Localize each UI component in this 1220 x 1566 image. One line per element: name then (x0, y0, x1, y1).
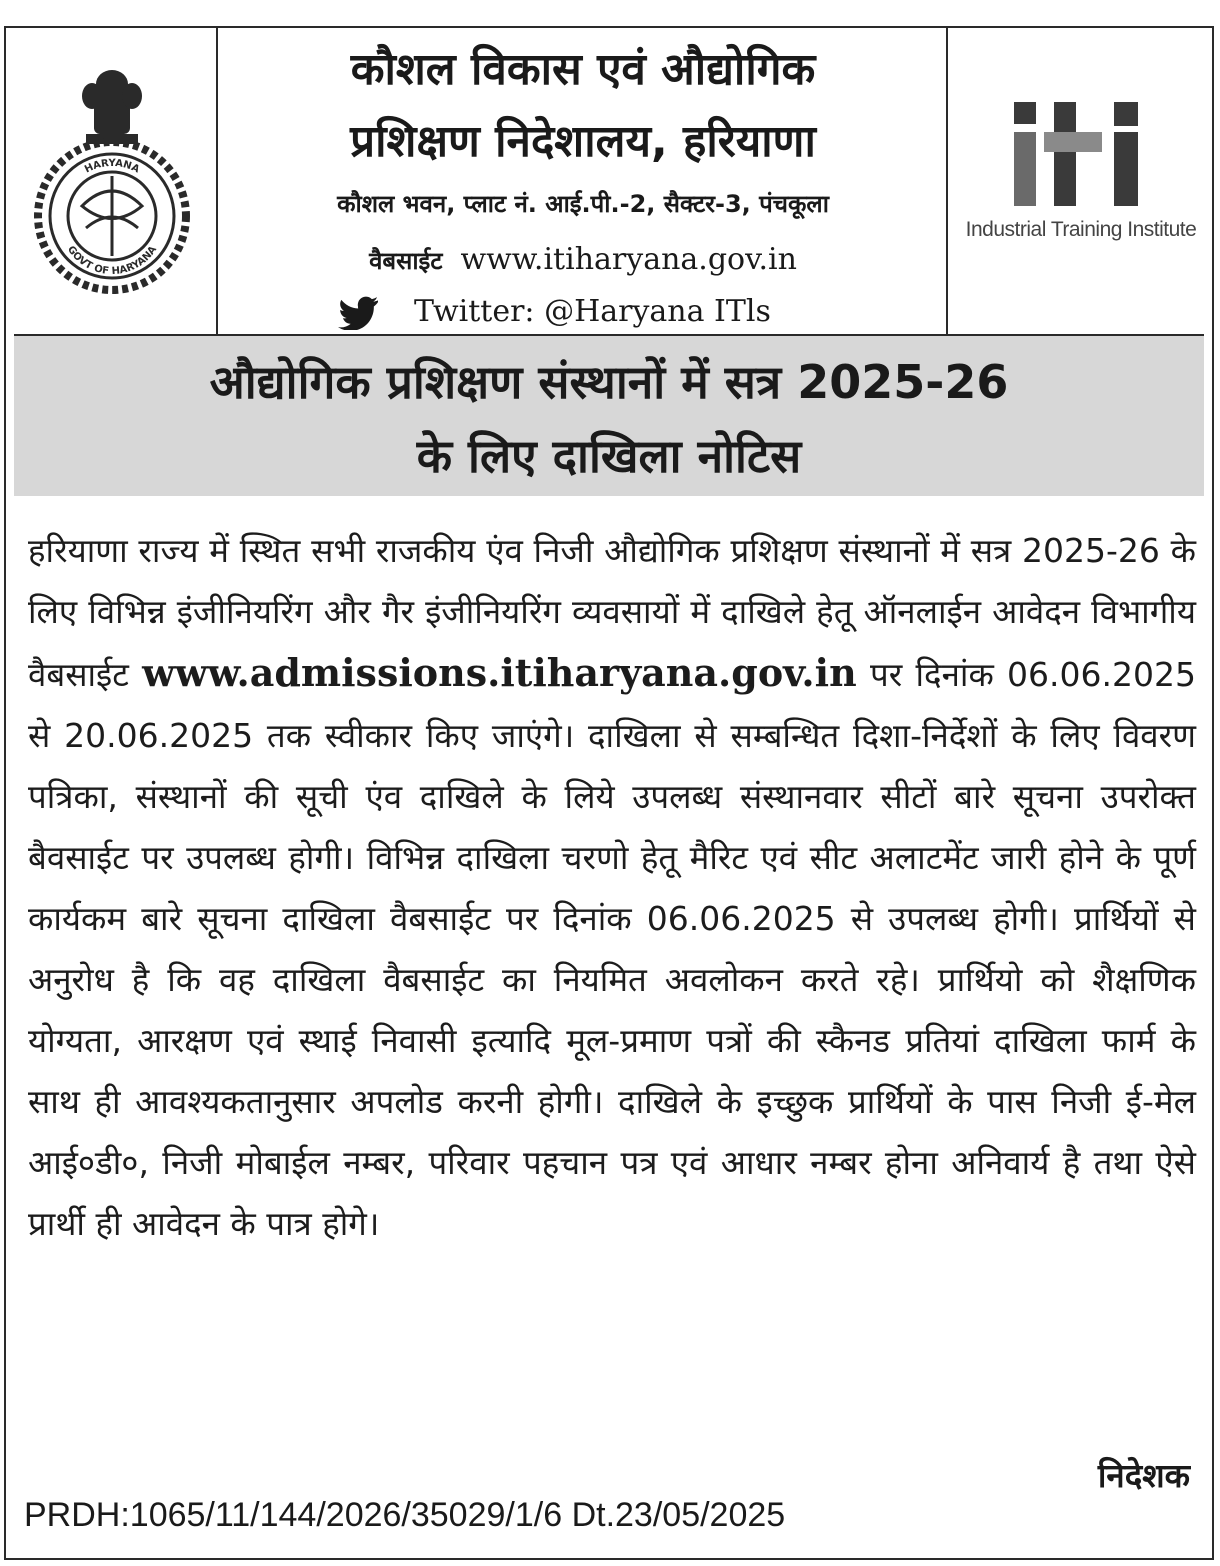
twitter-handle[interactable]: Twitter: @Haryana ITls (414, 294, 771, 329)
twitter-bird-icon (338, 296, 378, 330)
emblem-bottom-text: GOVT OF HARYANA (64, 244, 160, 278)
notice-frame (4, 26, 1214, 1560)
notice-title-band (14, 334, 1204, 496)
twitter-line (338, 294, 771, 330)
admission-website-url[interactable]: www.admissions.itiharyana.gov.in (142, 650, 857, 695)
department-name-line1: कौशल विकास एवं औद्योगिक (350, 44, 816, 95)
notice-header (6, 28, 1212, 334)
iti-logo-icon (1014, 102, 1138, 206)
address-cell (218, 28, 948, 334)
notice-body-part2: पर दिनांक 06.06.2025 से 20.06.2025 तक स्वीकार किए जाएंगे। दाखिला से सम्बन्धित दिशा-निर्देशों के लिए विवरण पत्रिका, संस्थानों की सूची एंव दाखिले के लिये उपलब्ध संस्थानवार सीटों बारे सूचना उपरोक्त बैवसाईट पर उपलब्ध होगी। विभिन्न दाखिला चरणो हेतू मैरिट एवं सीट अलाटमेंट जारी होने के पूर्ण कार्यकम बारे सूचना दाखिला वैबसाईट पर दिनांक 06.06.2025 से उपलब्ध होगी। प्रार्थियों से अनुरोध है कि वह दाखिला वैबसाईट का नियमित अवलोकन करते रहे। प्रार्थियो को शैक्षणिक योग्यता, आरक्षण एवं स्थाई निवासी इत्यादि मूल-प्रमाण पत्रों की स्कैनड प्रतियां दाखिला फार्म के साथ ही आवश्यकतानुसार अपलोड करनी होगी। दाखिले के इच्छुक प्रार्थियों के पास निजी ई-मेल आई०डी०, निजी मोबाईल नम्बर, परिवार पहचान पत्र एवं आधार नम्बर होना अनिवार्य है तथा ऐसे प्रार्थी ही आवेदन के पात्र होगे। (28, 655, 1196, 1243)
signatory: निदेशक (1097, 1456, 1190, 1495)
emblem-cell (6, 28, 218, 334)
website-url[interactable]: www.itiharyana.gov.in (460, 242, 797, 277)
haryana-emblem-icon (22, 56, 202, 296)
department-name-line2: प्रशिक्षण निदेशालय, हरियाणा (350, 116, 816, 167)
website-label: वैबसाईट (369, 247, 443, 275)
website-line (218, 242, 948, 279)
notice-body (28, 520, 1196, 1254)
notice-title-line1: औद्योगिक प्रशिक्षण संस्थानों में सत्र 2025-26 (209, 355, 1009, 409)
notice-title-line2: के लिए दाखिला नोटिस (416, 429, 802, 483)
iti-logo-caption: Industrial Training Institute (965, 218, 1197, 241)
office-address: कौशल भवन, प्लाट नं. आई.पी.-2, सैक्टर-3, पंचकूला (337, 190, 829, 218)
iti-logo-cell (948, 28, 1214, 334)
emblem-top-text: HARYANA (82, 157, 142, 176)
notice-body-part1: हरियाणा राज्य में स्थित सभी राजकीय एंव निजी औद्योगिक प्रशिक्षण संस्थानों में सत्र 2025-26 के लिए विभिन्न इंजीनियरिंग और गैर इंजीनियरिंग व्यवसायों में दाखिले हेतू ऑनलाईन आवेदन विभागीय वैबसाईट (28, 531, 1196, 694)
reference-number: PRDH:1065/11/144/2026/35029/1/6 Dt.23/05/2025 (24, 1496, 786, 1534)
